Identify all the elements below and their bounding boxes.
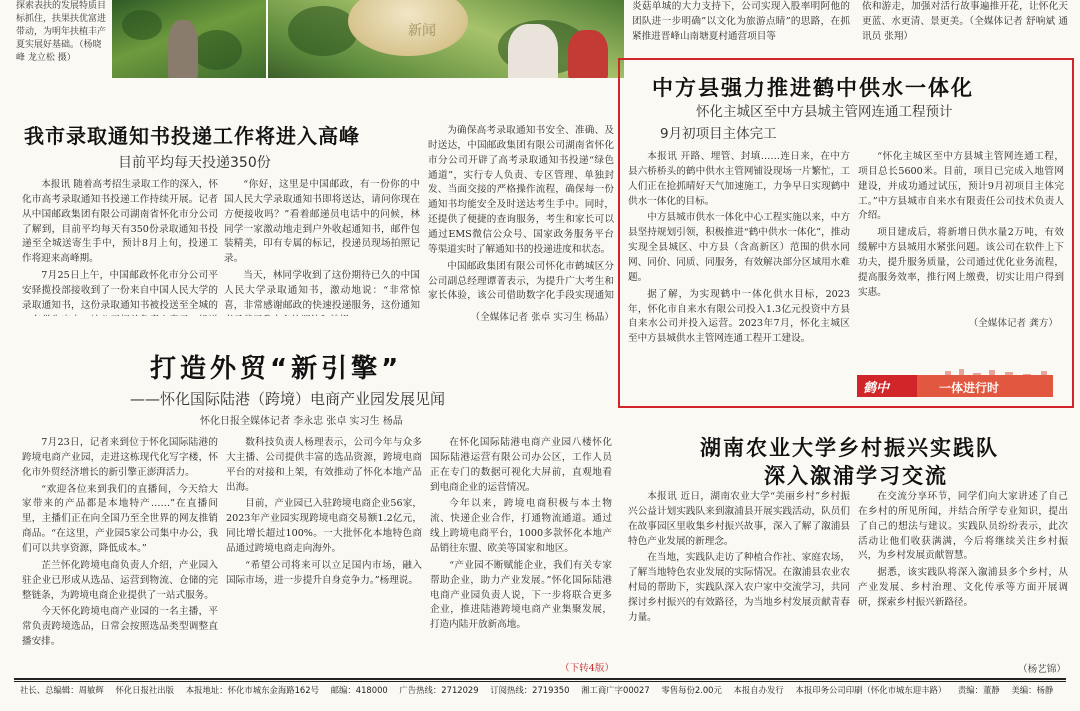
story4-col1: 本报讯 近日，湖南农业大学“美丽乡村”乡村振兴公益计划实践队来到溆浦县开展实践活动，队员们在故事园区里收集乡村振兴故事，深入了解了溆浦县特色产业发展的新理念。 在当地，实践队走访了种植合作社、家庭农场，了解当地特色农业发展的实际情况。在溆浦县农业农村局的帮助下，实践队深入农户家中交流学习，共同探讨乡村振兴的有效路径，为当地乡村发展贡献青春力量。 <box>628 491 850 623</box>
story2-col2: 数科技负责人杨理表示，公司今年与众多大主播、公司提供丰富的选品资源，跨境电商平台的对接和上架，有效推动了怀化本地产品出海。 目前，产业园已入驻跨境电商企业56家，2023年产业园实现跨境电商交易额1.2亿元，同比增长超过100%。一大批怀化本地特色商品通过跨境电商走向海外。 “希望公司将来可以立足国内市场，融入国际市场，进一步提升自身竞争力。”杨理说。 <box>226 437 422 586</box>
story4-byline: （杨艺锦） <box>1018 664 1066 675</box>
story4-title-line2: 深入溆浦学习交流 <box>764 464 948 488</box>
footer-item: 美编：杨静 <box>1011 685 1054 695</box>
footer-item: 广告热线：2712029 <box>399 685 479 695</box>
footer-item: 怀化日报社出版 <box>115 685 175 695</box>
footer-item: 本报印务公司印刷（怀化市城东迎丰路） <box>795 685 947 695</box>
footer-item: 订阅热线：2719350 <box>490 685 570 695</box>
story2-col3: 在怀化国际陆港电商产业园八楼怀化国际陆港运营有限公司办公区，工作人员正在专门的数据可视化大屏前，直观地看到电商企业的运营情况。 今年以来，跨境电商积极与本土物流、快递企业合作，打通物流通道。通过线上跨境电商平台，1000多款怀化本地产品销往东盟、欧美等国家和地区。 “产业园不断赋能企业，我们有关专家帮助企业，助力产业发展。”怀化国际陆港电商产业园负责人说，下一步将联合更多企业，推进陆港跨境电商产业集聚发展，打造内陆开放新高地。 <box>430 437 612 631</box>
footer-rule <box>14 678 1066 680</box>
story4-col2: 在交流分享环节，同学们向大家讲述了自己在乡村的所见所闻，并结合所学专业知识，提出了自己的想法与建议。实践队员纷纷表示，此次活动让他们收获满满，今后将继续关注乡村振兴，为乡村发展贡献智慧。 据悉，该实践队将深入溆浦县多个乡村，从产业发展、乡村治理、文化传承等方面开展调研，探索乡村振兴新路径。 <box>858 491 1068 609</box>
footer-item: 社长、总编辑：周敏辉 <box>20 685 104 695</box>
story2-subtitle: ——怀化国际陆港（跨境）电商产业园发展见闻 <box>130 390 446 408</box>
story3-subtitle-line2: 9月初项目主体完工 <box>660 126 777 142</box>
footer-rule-thin <box>14 681 1066 682</box>
story3-col1: 本报讯 开路、埋管、封填……连日来，在中方县六桥桥头的鹤中供水主管网铺设现场一片繁忙，工人们正在抢抓晴好天气加速施工，力争早日实现鹤中供水一体化的目标。 中方县城市供水一体化中心工程实施以来，中方县坚持规划引领，积极推进“鹤中供水一体化”，推动实现全县城区、中方县（含高新区）范围的供水同网、同价、同质、同服务，有效解决部分区域用水难题。 据了解，为实现鹤中一体化供水目标，2023年，怀化市自来水有限公司投入1.3亿元投资中方县自来水公司并投入运营。2023年7月，怀化主城区至中方县城供水主管网连通工程开工建设。 <box>628 151 850 345</box>
footer-item: 本报自办发行 <box>733 685 784 695</box>
news-photo-farmers <box>268 0 624 78</box>
top-right-col2: 依和游走，加强对活行故事遍推开花，让怀化天更蓝、水更清、景更美。（全媒体记者 舒响斌 通讯员 张翔） <box>862 1 1068 42</box>
story3-col2: “怀化主城区至中方县城主管网连通工程，项目总长5600米。目前，项目已完成入地管网建设，并成功通过试压，预计9月初项目主体完工。”中方县城市自来水有限责任公司技术负责人介绍。 项目建成后，将新增日供水量2万吨，有效缓解中方县城用水紧张问题。该公司在软件上下功夫，提升服务质量，公司通过优化业务流程，提高服务效率，推行网上缴费，切实让用户得到实惠。 <box>858 151 1064 298</box>
story3-byline: （全媒体记者 龚方） <box>968 318 1058 329</box>
badge-text: 一体进行时 <box>939 381 1000 395</box>
footer-item: 湘工商广字00027 <box>581 685 650 695</box>
story1-col2: “你好，这里是中国邮政，有一份你的中国人民大学录取通知书即将送达，请问你现在方便接收吗？”看着邮递员电话中的问候，林同学一家激动地走到户外收起通知书，邮件包装精美，印有专属的标记，投递员现场拍照记录。 当天，林同学收到了这份期待已久的中国人民大学录取通知书，激动地说：“非常惊喜，非常感谢邮政的快速投递服务，这份通知 <box>224 179 420 311</box>
story3-title: 中方县强力推进鹤中供水一体化 <box>652 76 974 100</box>
story1-title: 我市录取通知书投递工作将进入高峰 <box>24 124 360 148</box>
story2-col1: 7月23日，记者来到位于怀化国际陆港的跨境电商产业园，走进这栋现代化写字楼，怀化市外贸经济增长的新引擎正澎湃活力。 “欢迎各位来到我们的直播间，今天给大家带来的产品都是本地特产……”在直播间里，主播们正在向全国乃至全世界的网友推销商品。“在这里，产业园5家公司集中办公，我们可以共享资源，降低成本。” 芷兰怀化跨境电商负责人介绍，产业园入驻企业已形成从选品、运营到物流、仓储的完整链条，为跨境电商企业提供了一站式服务。 今天怀化跨境电商产业园的一名主播，平常负责跨境选品，日常会按照选品类型调整直播安排。 <box>22 437 218 648</box>
footer-item: 邮编：418000 <box>330 685 388 695</box>
footer-item: 本报地址：怀化市城东金海路162号 <box>185 685 319 695</box>
story2-title: 打造外贸“新引擎” <box>150 354 403 384</box>
imprint-footer <box>20 684 1060 698</box>
footer-item: 责编：董静 <box>957 685 1000 695</box>
story3-subtitle-line1: 怀化主城区至中方县城主管网连通工程预计 <box>696 104 953 120</box>
news-photo-orchard <box>112 0 266 78</box>
story1-byline: （全媒体记者 张卓 实习生 杨晶） <box>470 312 614 323</box>
badge-tag: 鹤中 <box>863 381 890 396</box>
story2-jump-link[interactable]: （下转4版） <box>560 663 615 674</box>
hat-stamp-text: 新闻 <box>408 23 436 39</box>
photo-caption <box>16 0 108 70</box>
story1-col3: 为确保高考录取通知书安全、准确、及时送达，中国邮政集团有限公司湖南省怀化市分公司开辟了高考录取通知书投递“绿色通道”，实行专人负责、专区管理、单独封发、当面交接的严格操作流程，确保每一份通知书均能安全及时送达考生手中。同时，还提供了便捷的查询服务，考生和家长可以通过EMS微信公众号、国家政务服务平台等渠道实时了解通知书的投递进度和状态。 中国邮政集团有限公司怀化市鹤城区分公司副总经理谭菁表示，为提升广大考生和家长体验，该公司借助数字化手段实现通知 <box>428 125 614 302</box>
photo-caption-text: 探索表扶的发展特质目标抓住，扶果扶优富进带动，为明年扶植丰产夏实展好基础。（杨晓峰 龙立松 摄） <box>16 1 107 64</box>
story1-col1: 本报讯 随着高考招生录取工作的深入，怀化市高考录取通知书投递工作持续开展。记者从中国邮政集团有限公司湖南省怀化市分公司了解到，目前平均每天有350份录取通知书投递至全城送寄生手中，预计8月上旬，投递工作将迎来高峰期。 7月25日上午，中国邮政怀化市分公司平安驿揽投部接收到了一份来自中国人民大学的录取通知书，这份录取通知书被投送至全城的 <box>22 179 218 311</box>
story1-subtitle: 目前平均每天投递350份 <box>118 155 271 171</box>
story4-title-line1: 湖南农业大学乡村振兴实践队 <box>700 436 999 460</box>
column-badge <box>857 367 1053 399</box>
story2-byline: 怀化日报全媒体记者 李永忠 张卓 实习生 杨晶 <box>200 416 403 427</box>
footer-item: 零售每份2.00元 <box>661 685 722 695</box>
top-right-col1: 炎菇单城的大力支持下，公司实现入股率明阿他的团队进一步明确”以文化为旅游点睛”的思路，在抓紧推进晋峰山南塘夏村通营项目等 <box>632 1 850 42</box>
